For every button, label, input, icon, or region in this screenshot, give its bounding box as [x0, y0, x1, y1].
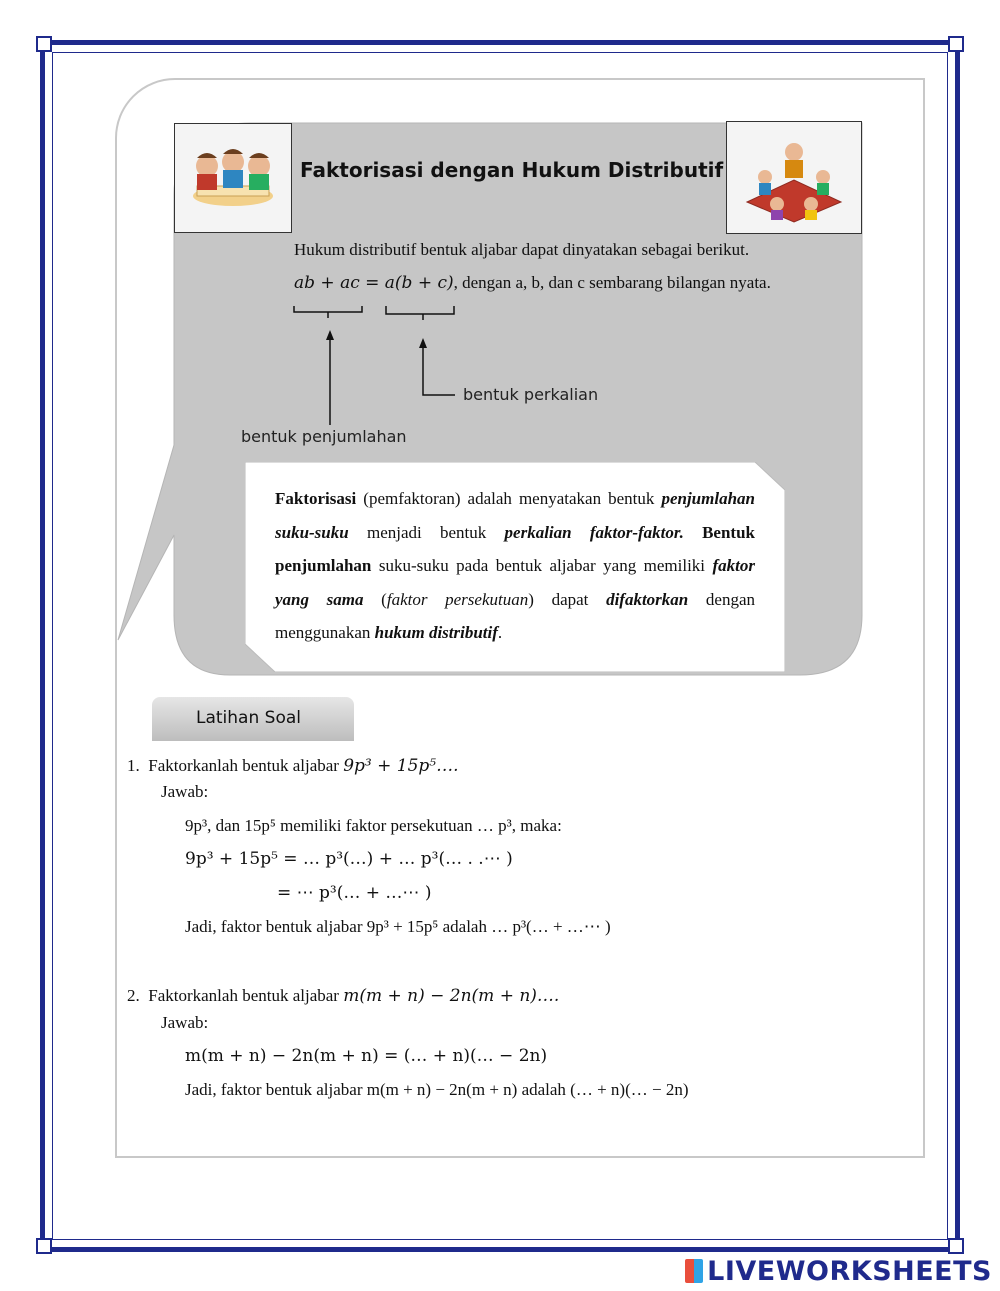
corner-ornament	[36, 1238, 52, 1254]
intro-line: Hukum distributif bentuk aljabar dapat dinyatakan sebagai berikut.	[294, 240, 750, 259]
answer-line[interactable]: 9p³, dan 15p⁵ memiliki faktor persekutuan … p³, maka:	[185, 816, 562, 835]
question-prompt: Faktorkanlah bentuk aljabar	[148, 756, 344, 775]
definition-text: Faktorisasi (pemfaktoran) adalah menyatakan bentuk penjumlahan suku-suku menjadi bentuk perkalian faktor-faktor. Bentuk penjumlahan suku-suku pada bentuk aljabar yang memiliki faktor yang sama (faktor persekutuan) dapat difaktorkan dengan menggunakan hukum distributif.	[275, 489, 756, 642]
question-2	[127, 986, 559, 1006]
intro-formula-line	[294, 273, 771, 293]
annotation-arrows	[230, 300, 630, 430]
label-bentuk-penjumlahan: bentuk penjumlahan	[241, 427, 407, 446]
answer-line[interactable]: m(m + n) − 2n(m + n) = (… + n)(… − 2n)	[185, 1046, 548, 1066]
children-circle-icon	[727, 122, 861, 233]
question-expression: 9p³ + 15p⁵….	[343, 756, 459, 776]
label-bentuk-perkalian: bentuk perkalian	[463, 385, 599, 404]
distributive-formula: ab + ac = a(b + c)	[294, 273, 454, 293]
answer-conclusion[interactable]: Jadi, faktor bentuk aljabar 9p³ + 15p⁵ adalah … p³(… + …⋯ )	[185, 917, 611, 936]
question-prompt: Faktorkanlah bentuk aljabar	[148, 986, 344, 1005]
corner-ornament	[948, 36, 964, 52]
page-title: Faktorisasi dengan Hukum Distributif	[300, 158, 724, 182]
question-number: 2.	[127, 986, 140, 1005]
children-reading-image	[174, 123, 292, 233]
children-reading-icon	[175, 124, 291, 232]
corner-ornament	[948, 1238, 964, 1254]
liveworksheets-icon	[685, 1259, 703, 1283]
liveworksheets-logo: LIVEWORKSHEETS	[685, 1256, 992, 1287]
exercise-tab: Latihan Soal	[152, 697, 354, 741]
intro-formula-rest: , dengan a, b, dan c sembarang bilangan nyata.	[453, 273, 771, 292]
term-faktorisasi: Faktorisasi	[275, 489, 357, 508]
answer-label: Jawab:	[161, 1013, 209, 1032]
question-expression: m(m + n) − 2n(m + n)….	[343, 986, 560, 1006]
question-number: 1.	[127, 756, 140, 775]
corner-ornament	[36, 36, 52, 52]
question-1	[127, 756, 459, 776]
children-circle-image	[726, 121, 862, 234]
answer-line[interactable]: 9p³ + 15p⁵ = … p³(…) + … p³(… . .⋯ )	[185, 849, 513, 869]
answer-conclusion[interactable]: Jadi, faktor bentuk aljabar m(m + n) − 2n(m + n) adalah (… + n)(… − 2n)	[185, 1080, 689, 1099]
answer-line[interactable]: = ⋯ p³(… + …⋯ )	[277, 883, 432, 903]
answer-label: Jawab:	[161, 782, 209, 801]
